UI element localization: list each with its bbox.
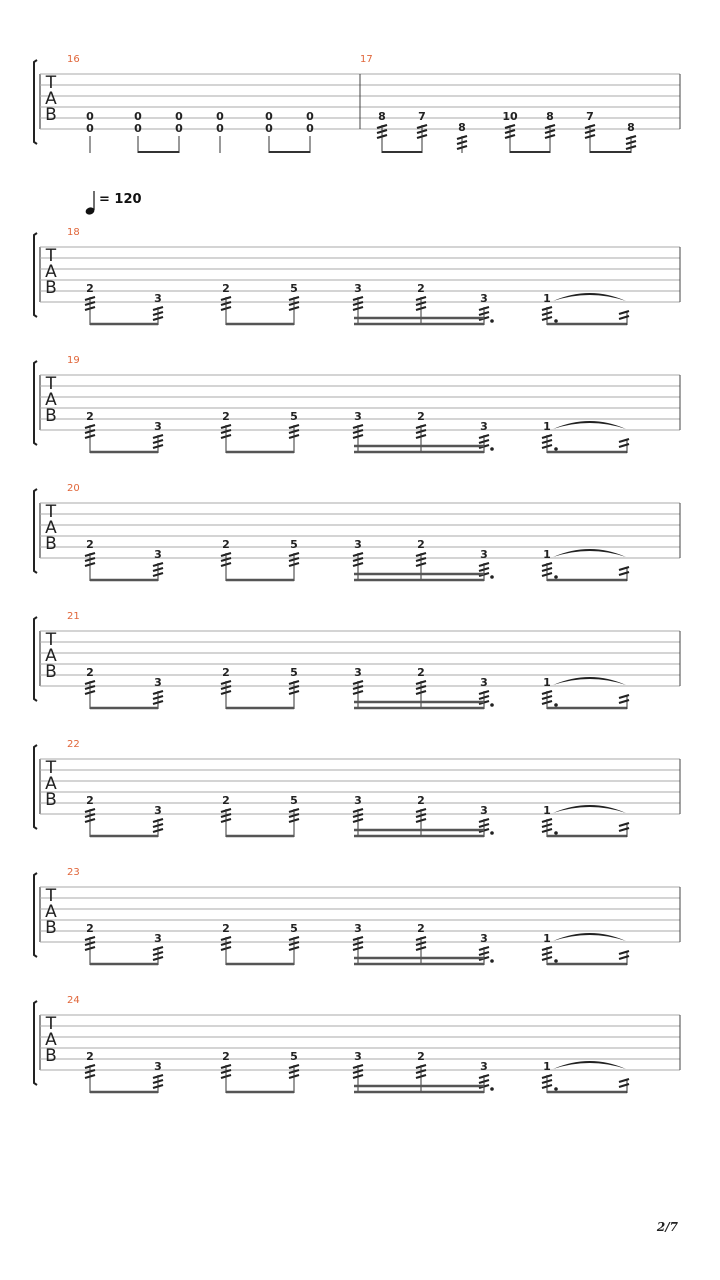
fret-number: 2 bbox=[86, 666, 94, 679]
tab-system bbox=[34, 739, 680, 837]
fret-number: 1 bbox=[543, 420, 551, 433]
system-bracket bbox=[34, 873, 37, 957]
fret-number: 0 bbox=[306, 110, 314, 123]
tab-clef-letter: A bbox=[45, 774, 57, 794]
fret-number: 5 bbox=[290, 538, 298, 551]
fret-number: 3 bbox=[480, 420, 488, 433]
fret-number: 2 bbox=[417, 666, 425, 679]
measure-number: 21 bbox=[67, 611, 80, 622]
system-bracket bbox=[34, 233, 37, 317]
augmentation-dot bbox=[490, 831, 494, 835]
system-bracket bbox=[34, 617, 37, 701]
tie-arc bbox=[553, 549, 626, 557]
fret-number: 2 bbox=[417, 922, 425, 935]
fret-number: 0 bbox=[306, 122, 314, 135]
fret-number: 3 bbox=[480, 804, 488, 817]
fret-number: 2 bbox=[222, 922, 230, 935]
fret-number: 3 bbox=[354, 410, 362, 423]
measure-number: 22 bbox=[67, 739, 80, 750]
fret-number: 3 bbox=[354, 1050, 362, 1063]
tab-clef-letter: B bbox=[45, 918, 57, 938]
measure-number: 16 bbox=[67, 54, 80, 65]
tie-arc bbox=[553, 805, 626, 813]
fret-number: 7 bbox=[586, 110, 594, 123]
measure-number: 23 bbox=[67, 867, 80, 878]
fret-number: 0 bbox=[134, 122, 142, 135]
fret-number: 2 bbox=[86, 282, 94, 295]
tab-system bbox=[34, 227, 680, 325]
tab-clef-letter: A bbox=[45, 518, 57, 538]
fret-number: 2 bbox=[222, 538, 230, 551]
fret-number: 2 bbox=[86, 410, 94, 423]
fret-number: 1 bbox=[543, 1060, 551, 1073]
tab-clef-letter: T bbox=[45, 758, 57, 778]
augmentation-dot bbox=[554, 319, 558, 323]
tie-arc bbox=[553, 933, 626, 941]
tab-clef-letter: B bbox=[45, 105, 57, 125]
tab-clef-letter: A bbox=[45, 902, 57, 922]
tab-clef-letter: T bbox=[45, 73, 57, 93]
fret-number: 0 bbox=[86, 110, 94, 123]
fret-number: 1 bbox=[543, 804, 551, 817]
tab-clef-letter: T bbox=[45, 630, 57, 650]
fret-number: 3 bbox=[480, 676, 488, 689]
tab-clef-letter: A bbox=[45, 89, 57, 109]
fret-number: 1 bbox=[543, 292, 551, 305]
fret-number: 0 bbox=[265, 110, 273, 123]
measure-number: 18 bbox=[67, 227, 80, 238]
tab-clef-letter: T bbox=[45, 246, 57, 266]
fret-number: 2 bbox=[86, 794, 94, 807]
fret-number: 0 bbox=[86, 122, 94, 135]
augmentation-dot bbox=[490, 447, 494, 451]
fret-number: 3 bbox=[154, 420, 162, 433]
fret-number: 8 bbox=[546, 110, 554, 123]
augmentation-dot bbox=[490, 703, 494, 707]
fret-number: 2 bbox=[417, 538, 425, 551]
fret-number: 8 bbox=[378, 110, 386, 123]
fret-number: 3 bbox=[354, 538, 362, 551]
fret-number: 2 bbox=[86, 922, 94, 935]
system-bracket bbox=[34, 60, 37, 144]
tempo-marking bbox=[85, 191, 142, 216]
tab-system bbox=[34, 355, 680, 453]
fret-number: 2 bbox=[86, 538, 94, 551]
fret-number: 0 bbox=[134, 110, 142, 123]
fret-number: 3 bbox=[354, 666, 362, 679]
fret-number: 2 bbox=[417, 282, 425, 295]
augmentation-dot bbox=[490, 319, 494, 323]
fret-number: 5 bbox=[290, 410, 298, 423]
fret-number: 3 bbox=[154, 548, 162, 561]
tempo-value: = 120 bbox=[99, 192, 142, 207]
tab-clef-letter: B bbox=[45, 1046, 57, 1066]
fret-number: 5 bbox=[290, 666, 298, 679]
tab-clef-letter: T bbox=[45, 886, 57, 906]
fret-number: 2 bbox=[222, 666, 230, 679]
fret-number: 3 bbox=[354, 922, 362, 935]
tab-clef-letter: A bbox=[45, 646, 57, 666]
fret-number: 3 bbox=[154, 804, 162, 817]
tab-clef-letter: T bbox=[45, 502, 57, 522]
fret-number: 5 bbox=[290, 282, 298, 295]
fret-number: 3 bbox=[154, 292, 162, 305]
page-number: 2/7 bbox=[656, 1220, 678, 1234]
tab-clef-letter: B bbox=[45, 406, 57, 426]
augmentation-dot bbox=[554, 831, 558, 835]
measure-number: 17 bbox=[360, 54, 373, 65]
fret-number: 1 bbox=[543, 548, 551, 561]
fret-number: 2 bbox=[417, 1050, 425, 1063]
augmentation-dot bbox=[490, 959, 494, 963]
tab-clef-letter: T bbox=[45, 1014, 57, 1034]
fret-number: 3 bbox=[480, 292, 488, 305]
tab-clef-letter: B bbox=[45, 278, 57, 298]
measure-number: 24 bbox=[67, 995, 80, 1006]
fret-number: 5 bbox=[290, 794, 298, 807]
fret-number: 3 bbox=[154, 1060, 162, 1073]
tab-clef-letter: A bbox=[45, 262, 57, 282]
fret-number: 3 bbox=[154, 932, 162, 945]
tab-system bbox=[34, 867, 680, 965]
fret-number: 5 bbox=[290, 922, 298, 935]
fret-number: 0 bbox=[175, 110, 183, 123]
tie-arc bbox=[553, 421, 626, 429]
fret-number: 3 bbox=[154, 676, 162, 689]
fret-number: 2 bbox=[222, 794, 230, 807]
tab-clef-letter: A bbox=[45, 1030, 57, 1050]
tab-system bbox=[34, 995, 680, 1093]
fret-number: 8 bbox=[458, 121, 466, 134]
system-bracket bbox=[34, 1001, 37, 1085]
fret-number: 1 bbox=[543, 932, 551, 945]
fret-number: 0 bbox=[175, 122, 183, 135]
tie-arc bbox=[553, 1061, 626, 1069]
tab-system bbox=[34, 54, 680, 153]
tab-clef-letter: B bbox=[45, 662, 57, 682]
fret-number: 2 bbox=[417, 794, 425, 807]
tab-clef-letter: A bbox=[45, 390, 57, 410]
tab-system bbox=[34, 483, 680, 581]
measure-number: 20 bbox=[67, 483, 80, 494]
augmentation-dot bbox=[554, 447, 558, 451]
augmentation-dot bbox=[554, 575, 558, 579]
fret-number: 2 bbox=[222, 410, 230, 423]
fret-number: 0 bbox=[216, 122, 224, 135]
fret-number: 2 bbox=[417, 410, 425, 423]
fret-number: 8 bbox=[627, 121, 635, 134]
augmentation-dot bbox=[490, 1087, 494, 1091]
system-bracket bbox=[34, 361, 37, 445]
measure-number: 19 bbox=[67, 355, 80, 366]
fret-number: 3 bbox=[354, 794, 362, 807]
fret-number: 3 bbox=[354, 282, 362, 295]
fret-number: 3 bbox=[480, 1060, 488, 1073]
fret-number: 1 bbox=[543, 676, 551, 689]
fret-number: 3 bbox=[480, 548, 488, 561]
tab-system bbox=[34, 611, 680, 709]
fret-number: 10 bbox=[502, 110, 518, 123]
tab-clef-letter: T bbox=[45, 374, 57, 394]
fret-number: 0 bbox=[216, 110, 224, 123]
tab-clef-letter: B bbox=[45, 790, 57, 810]
fret-number: 2 bbox=[222, 282, 230, 295]
fret-number: 5 bbox=[290, 1050, 298, 1063]
fret-number: 2 bbox=[86, 1050, 94, 1063]
tie-arc bbox=[553, 293, 626, 301]
augmentation-dot bbox=[554, 959, 558, 963]
fret-number: 7 bbox=[418, 110, 426, 123]
augmentation-dot bbox=[490, 575, 494, 579]
fret-number: 0 bbox=[265, 122, 273, 135]
tie-arc bbox=[553, 677, 626, 685]
fret-number: 3 bbox=[480, 932, 488, 945]
augmentation-dot bbox=[554, 1087, 558, 1091]
system-bracket bbox=[34, 745, 37, 829]
tab-clef-letter: B bbox=[45, 534, 57, 554]
augmentation-dot bbox=[554, 703, 558, 707]
system-bracket bbox=[34, 489, 37, 573]
fret-number: 2 bbox=[222, 1050, 230, 1063]
